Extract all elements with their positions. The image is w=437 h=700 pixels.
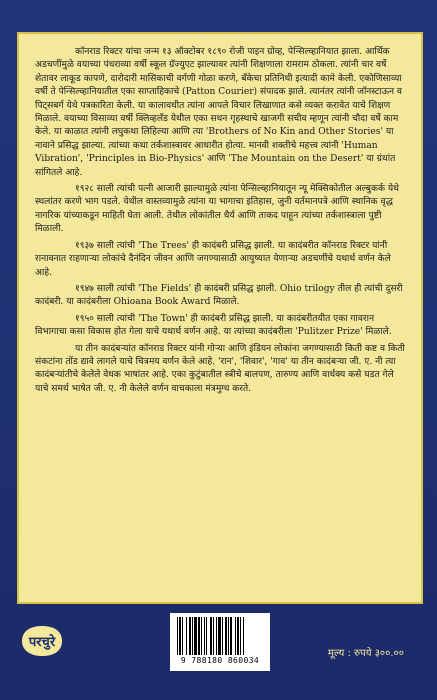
blurb-panel (17, 32, 423, 604)
blurb-paragraph-4: १९४७ साली त्यांची 'The Fields' ही कादंबरी प्रसिद्ध झाली. Ohio trilogy तील ही त्यांची दुसरी कादंबरी. या कादंबरीला Ohioana Book Award मिळाले. (35, 283, 403, 308)
blurb-paragraph-2: १९२८ साली त्यांची पत्नी आजारी झाल्यामुळे त्यांना पेन्सिल्व्हानियातून न्यू मेक्सिकोतील अल्बुकर्क येथे स्थलांतर करणे भाग पडले. येथील वास्तव्यामुळे त्यांना या भागाचा इतिहास, जुनी वर्तमानपत्रे आणि स्थानिक वृद्ध नागरिक यांच्याकडून माहिती घेता आली. तेथील लोकांतील धैर्य आणि ताकद पाहून त्यांच्या तर्कशास्त्राला पुष्टी मिळाली. (35, 184, 399, 235)
blurb-paragraph-1: कॉनराड रिक्टर यांचा जन्म १३ ऑक्टोबर १८९० रोजी पाइन ग्रोव्ह, पेन्सिल्व्हानियात झाला. आर्थिक अडचणींमुळे वयाच्या पंधराव्या वर्षी स्कूल ग्रॅज्युएट झाल्यावर त्यांनी शिक्षणाला रामराम ठोकला. त्यांनी चार वर्षे शेतावर लाकूड कापणे, दारोदारी मासिकाची वर्गणी गोळा करणे, बँकेचा प्रतिनिधी इत्यादी कामे केली. एकोणिसाव्या वर्षी ते पेन्सिल्व्हानियातील एका साप्ताहिकाचे (Patton Courier) संपादक झाले. त्यानंतर त्यांनी जॉनस्टाऊन व पिट्‌सबर्ग येथे पत्रकारिता केली. या कालावधीत त्यांना आपले विचार लिखाणात कसे व्यक्त करावेत याचे शिक्षण मिळाले. वयाच्या विसाव्या वर्षी क्लिव्हलँड येथील एका सधन गृहस्थाचे खाजगी सचीव म्हणून त्यांनी चौदा वर्षे काम केले. या काळात त्यांनी लघुकथा लिहिल्या आणि त्या 'Brothers of No Kin and Other Stories' या नावाने प्रसिद्ध झाल्या. त्यांच्या कथा तर्कशास्त्रावर आधारीत होत्या. मानवी शक्तीचे महत्त्व त्यांनी 'Human Vibration', 'Principles in Bio-Physics' आणि 'The Mountain on the Desert' या ग्रंथांत सांगितले आहे. (35, 47, 402, 178)
blurb-paragraph-6: या तीन कादंबऱ्यांत कॉनराड रिक्टर यांनी गोऱ्या आणि इंडियन लोकांना जगण्यासाठी किती कष्ट व किती संकटांना तोंड द्यावे लागले याचे चित्रमय वर्णन केले आहे. 'रान', 'शिवार', 'गाव' या तीन कादंबऱ्या जी. ए. नी त्या कादंबऱ्यांतीचे केलेले वेधक भाषांतर आहे. एका कुटुंबातील स्त्रीचे बालपण, तारुण्य आणि वार्धक्य कसे घडत गेले याचे समर्थ भाषेत जी. ए. नी केलेले वर्णन वाचकाला मंत्रमुग्ध करते. (35, 343, 405, 394)
barcode-bars-icon (176, 617, 264, 655)
blurb-paragraph-3: १९३७ साली त्यांची 'The Trees' ही कादंबरी प्रसिद्ध झाली. या कादंबरीत कॉनराड रिक्टर यांनी रानावनात राहणाऱ्या लोकांचे दैनंदिन जीवन आणि जगण्यासाठी आयुष्यात येणाऱ्या अडचणींचे यथार्थ वर्णन केले आहे. (35, 240, 391, 278)
publisher-logo (18, 622, 66, 660)
price-label: मूल्य : रुपये ३००.०० (328, 648, 404, 659)
isbn-number: 9 788180 860034 (180, 656, 260, 665)
isbn-barcode (170, 613, 270, 671)
publisher-name: परचुरे (28, 635, 56, 650)
blurb-paragraph-5: १९५० साली त्यांची 'The Town' ही कादंबरी प्रसिद्ध झाली. या कादंबरीतयीत एका गावरान विभागाचा कसा विकास होत गेला याचे यथार्थ वर्णन आहे. या त्यांच्या कादंबरीला 'Pulitzer Prize' मिळाले. (35, 313, 392, 338)
